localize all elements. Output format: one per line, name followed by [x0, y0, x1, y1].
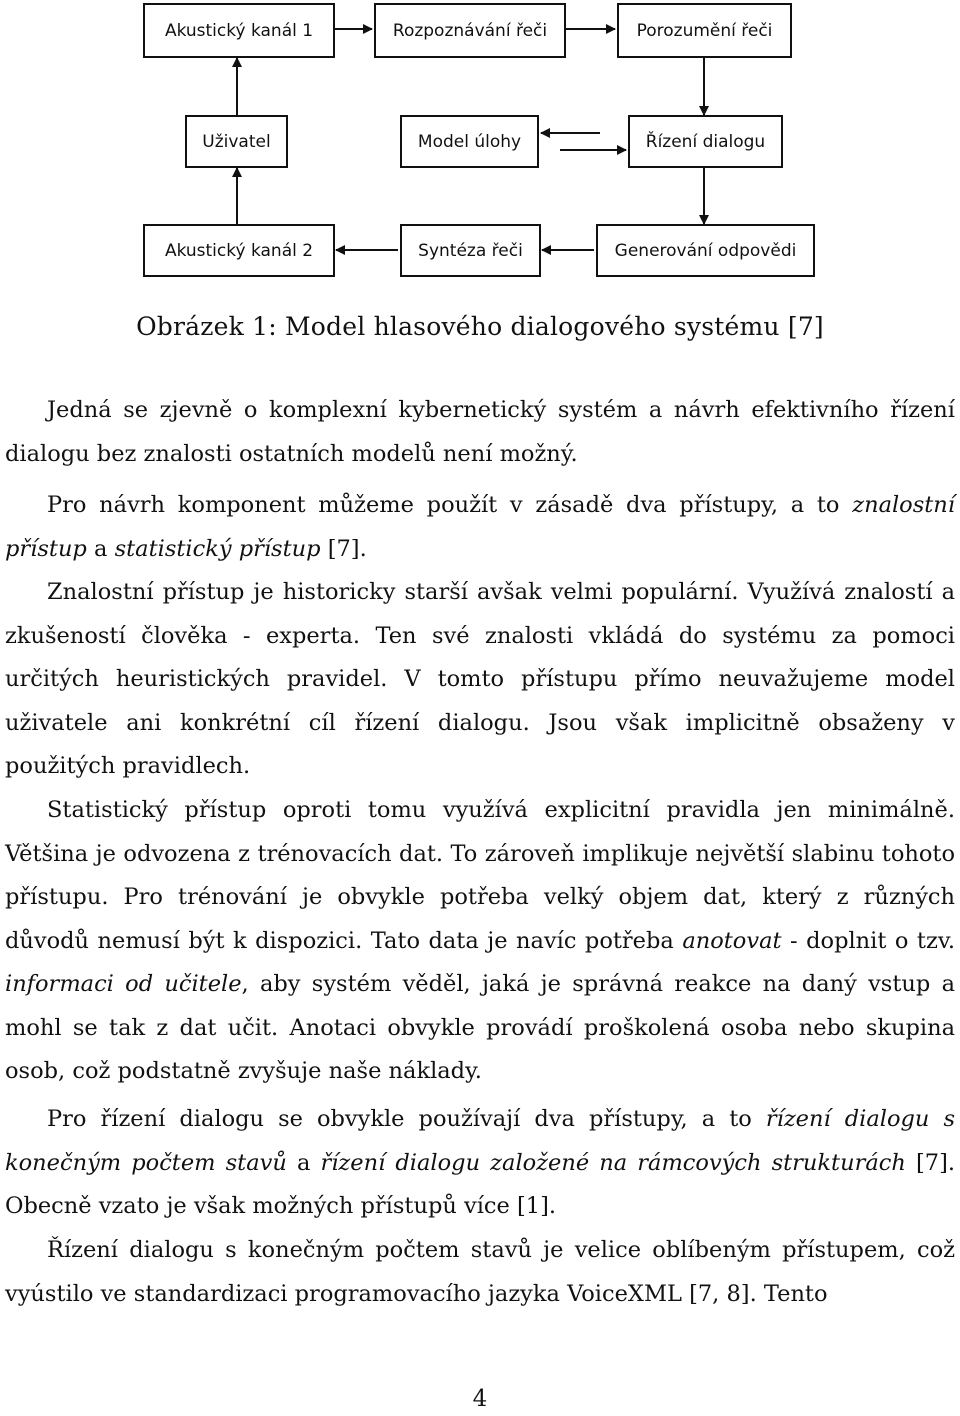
box-dialog-management: Řízení dialogu — [628, 115, 783, 168]
p2-text-a: Pro návrh komponent můžeme použít v zásadě dva přístupy, a to — [47, 492, 840, 518]
p4-term-annotate: anotovat — [682, 927, 782, 954]
paragraph-5 — [5, 1098, 955, 1229]
p2-term-knowledge-based: znalostní přístup — [5, 492, 955, 562]
p4-text-a: Statistický přístup oproti tomu využívá explicitní pravidla jen minimálně. Většina je odvozena z trénovacích dat. To zároveň implikuje největší slabinu tohoto přístupu. Pro trénování je obvykle potřeba velký objem dat, který z různých důvodů nemusí být k dispozici. Tato data je navíc potřeba — [5, 797, 955, 954]
figure-caption: Obrázek 1: Model hlasového dialogového systému [7] — [136, 312, 824, 341]
p5-text-c: a — [296, 1149, 311, 1176]
paragraph-1 — [5, 389, 955, 476]
box-speech-understanding: Porozumění řeči — [617, 3, 792, 58]
p1-text: Jedná se zjevně o komplexní kybernetický systém a návrh efektivního řízení dialogu bez znalosti ostatních modelů není možný. — [5, 397, 955, 467]
box-acoustic-channel-2: Akustický kanál 2 — [143, 224, 335, 277]
p4-term-teacher-info: informaci od učitele — [5, 971, 242, 997]
p2-text-c: a — [94, 535, 108, 562]
paragraph-6 — [5, 1229, 955, 1316]
box-acoustic-channel-1: Akustický kanál 1 — [143, 3, 335, 58]
dialog-system-diagram — [0, 0, 960, 300]
p2-text-e: [7]. — [327, 535, 367, 562]
p2-term-statistical: statistický přístup — [114, 535, 321, 562]
p5-text-a: Pro řízení dialogu se obvykle používají dva přístupy, a to — [47, 1106, 752, 1132]
p4-text-e: , aby systém věděl, jaká je správná reakce na daný vstup a mohl se tak z dat učit. Anotaci obvykle provádí proškolená osoba nebo skupina osob, což podstatně zvyšuje naše náklady. — [5, 971, 955, 1084]
box-speech-recognition: Rozpoznávání řeči — [374, 3, 566, 58]
box-speech-synthesis: Syntéza řeči — [400, 224, 541, 277]
paragraph-2 — [5, 484, 955, 571]
page-number: 4 — [472, 1386, 488, 1412]
p5-term-finite-state: řízení dialogu s konečným počtem stavů — [5, 1106, 955, 1176]
paragraph-4 — [5, 789, 955, 1094]
box-task-model: Model úlohy — [400, 115, 539, 168]
paragraph-3 — [5, 571, 955, 789]
p4-text-c: - doplnit o tzv. — [790, 927, 956, 954]
p3-text: Znalostní přístup je historicky starší avšak velmi populární. Využívá znalostí a zkušeností člověka - experta. Ten své znalosti vkládá do systému za pomoci určitých heuristických pravidel. V tomto přístupu přímo neuvažujeme model uživatele ani konkrétní cíl řízení dialogu. Jsou však implicitně obsaženy v použitých pravidlech. — [5, 579, 955, 779]
box-response-generation: Generování odpovědi — [596, 224, 815, 277]
p5-term-frame-based: řízení dialogu založené na rámcových strukturách — [320, 1149, 906, 1176]
p5-text-e: [7]. Obecně vzato je však možných přístupů více [1]. — [5, 1149, 956, 1219]
p6-text: Řízení dialogu s konečným počtem stavů je velice oblíbeným přístupem, což vyústilo ve standardizaci programovacího jazyka VoiceXML [7, 8]. Tento — [5, 1237, 955, 1307]
box-user: Uživatel — [185, 115, 288, 168]
